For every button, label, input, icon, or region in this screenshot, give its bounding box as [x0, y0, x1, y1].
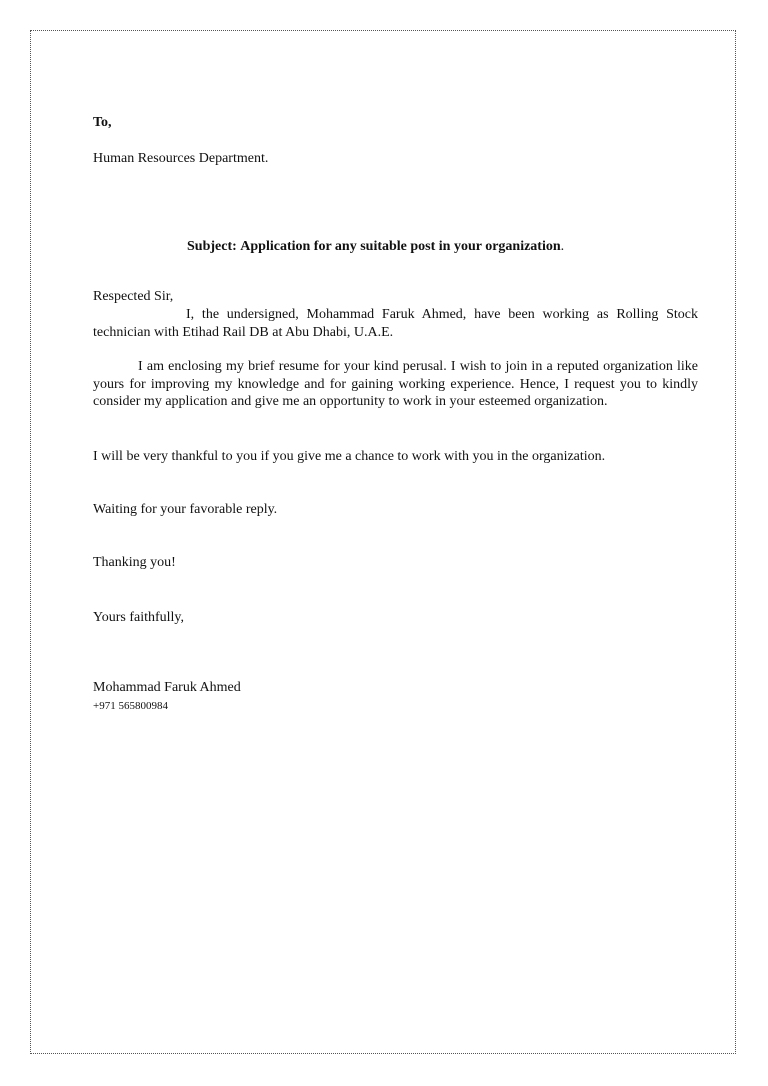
salutation: Respected Sir,: [93, 289, 174, 304]
paragraph-request: I am enclosing my brief resume for your kind perusal. I wish to join in a reputed organization like yours for improving my knowledge and for gaining working experience. Hence, I request you to kindly consider my application and give me an opportunity to work in your esteemed organization.: [93, 359, 698, 409]
closing-reply: Waiting for your favorable reply.: [93, 502, 278, 517]
subject-label: Subject:: [187, 239, 237, 254]
recipient-department: Human Resources Department.: [93, 151, 269, 166]
subject-text: Application for any suitable post in your organization: [240, 239, 561, 254]
paragraph-employment: I, the undersigned, Mohammad Faruk Ahmed, have been working as Rolling Stock technician with Etihad Rail DB at Abu Dhabi, U.A.E.: [93, 307, 698, 340]
subject-end: .: [560, 239, 565, 254]
closing-yours-faithfully: Yours faithfully,: [93, 610, 185, 625]
closing-thanking: Thanking you!: [93, 555, 176, 570]
letter-to: To,: [93, 115, 112, 130]
page-border: [30, 30, 736, 1054]
signature-name: Mohammad Faruk Ahmed: [93, 680, 241, 695]
paragraph-thanks: I will be very thankful to you if you give me a chance to work with you in the organization.: [93, 449, 606, 464]
subject-line: [187, 238, 564, 256]
signature-phone: +971 565800984: [93, 700, 168, 712]
